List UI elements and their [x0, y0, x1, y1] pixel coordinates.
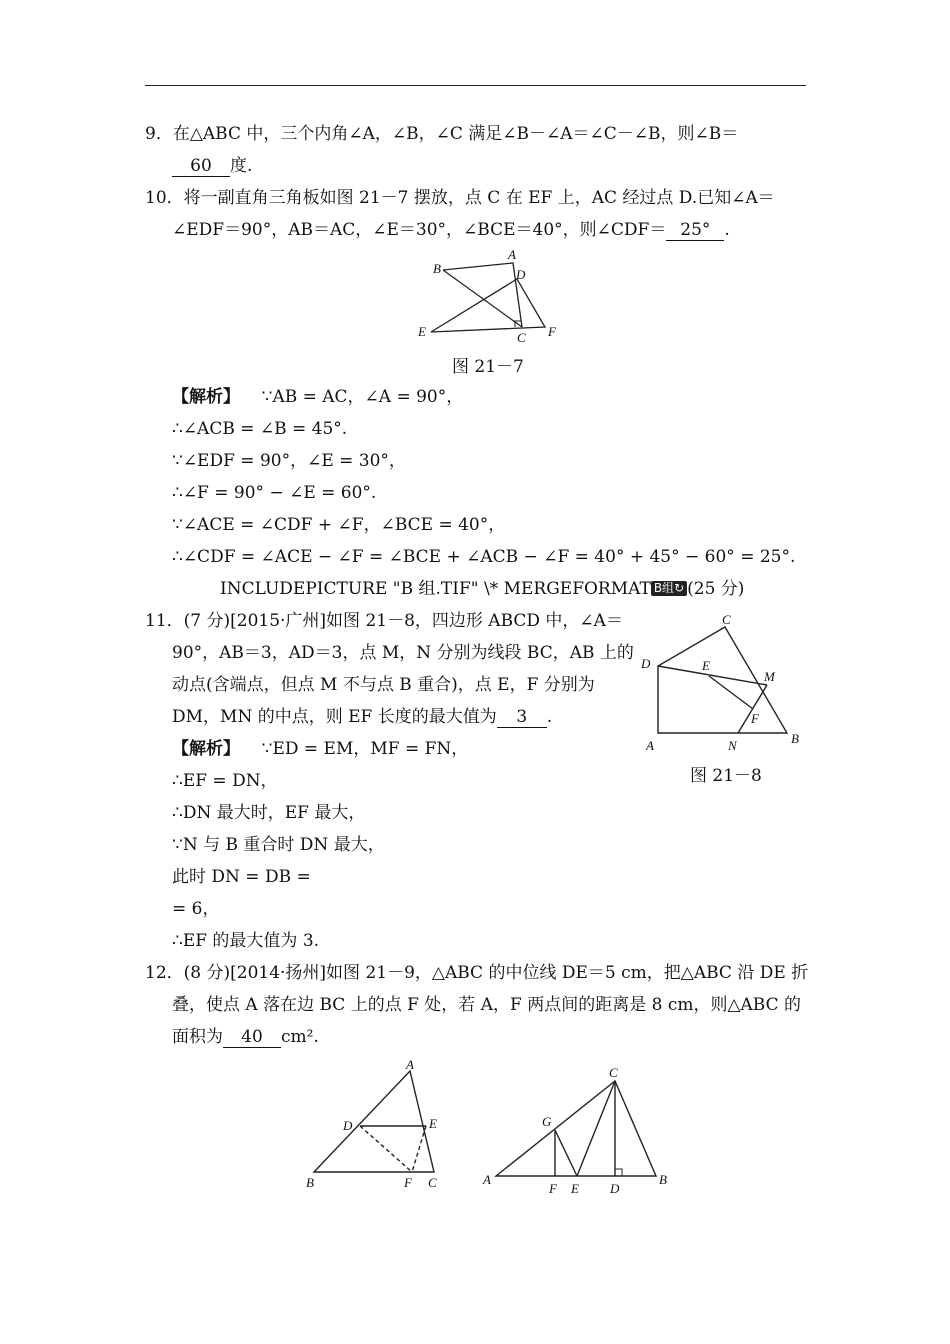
fig8-dm [658, 666, 767, 685]
fig7-bc-line [443, 270, 522, 327]
q10-sol-6: ∴∠CDF = ∠ACE − ∠F = ∠BCE + ∠ACB − ∠F = 40° + 45° − 60° = 25°. [172, 547, 796, 567]
q10-sol-2: ∴∠ACB = ∠B = 45°. [172, 419, 348, 439]
q11-line4-text: DM，MN 的中点，则 EF 长度的最大值为 [172, 707, 497, 727]
fig8-label-f: F [751, 711, 759, 726]
fig9a-ef [412, 1126, 426, 1172]
q10-answer: 25° [666, 220, 724, 241]
include-picture-field: INCLUDEPICTURE "B 组.TIF" \* MERGEFORMAT [220, 579, 651, 599]
figure-21-7 [405, 248, 575, 348]
q9-answer: 60 [172, 156, 230, 177]
q10-sol-1 [172, 385, 463, 409]
fig7-label-c: C [517, 330, 526, 345]
fig7-label-a: A [508, 248, 516, 262]
q11-line4 [172, 705, 552, 729]
q11-line4-end: . [546, 707, 553, 727]
fig9a-label-d: D [343, 1118, 353, 1133]
fig7-label-d: D [516, 267, 526, 282]
fig9b-label-d: D [610, 1181, 620, 1196]
q10-line2 [172, 218, 730, 242]
q11-sol-3: ∴DN 最大时，EF 最大， [172, 803, 366, 823]
fig9b-label-g: G [542, 1114, 552, 1129]
fig8-label-a: A [646, 738, 654, 753]
q11-line1: 11．(7 分)[2015·广州]如图 21－8，四边形 ABCD 中，∠A＝ [145, 611, 623, 631]
fig8-label-m: M [764, 669, 775, 684]
fig9b-ge [555, 1130, 577, 1176]
fig21-7-caption: 图 21－7 [452, 357, 524, 377]
q12-line2: 叠，使点 A 落在边 BC 上的点 F 处，若 A，F 两点间的距离是 8 cm，则△ABC 的 [172, 995, 802, 1015]
fig9a-label-f: F [404, 1175, 412, 1190]
fig8-label-e: E [702, 658, 710, 673]
fig8-label-b: B [791, 731, 799, 746]
q12-answer: 40 [223, 1027, 281, 1048]
fig9a-triangle-abc [314, 1071, 434, 1172]
fig8-label-n: N [728, 738, 737, 753]
section-b-header [220, 577, 744, 601]
fig9a-label-b: B [306, 1175, 314, 1190]
q10-line1: 10．将一副直角三角板如图 21－7 摆放，点 C 在 EF 上，AC 经过点 D.已知∠A＝ [145, 188, 775, 208]
q10-sol-5: ∵∠ACE = ∠CDF + ∠F，∠BCE = 40°， [172, 515, 506, 535]
q11-sol-4: ∵N 与 B 重合时 DN 最大， [172, 835, 385, 855]
q10-analysis-label: 【解析】 [172, 387, 240, 407]
fig9b-label-a: A [483, 1172, 491, 1187]
q11-sol-1 [172, 737, 468, 761]
header-rule [145, 85, 806, 86]
fig9b-label-f: F [549, 1181, 557, 1196]
figure-21-8 [636, 606, 816, 758]
q9-line2 [172, 154, 252, 178]
q12-line3 [172, 1025, 319, 1049]
refresh-icon: ↻ [674, 581, 685, 595]
q11-sol-7: ∴EF 的最大值为 3. [172, 931, 320, 951]
q11-sol-6: = 6， [172, 899, 220, 919]
q12-line1: 12．(8 分)[2014·扬州]如图 21－9，△ABC 的中位线 DE＝5 cm，把△ABC 沿 DE 折 [145, 963, 809, 983]
fig9b-triangle-abc [496, 1081, 656, 1176]
q10-sol-text-1: ∵AB = AC，∠A = 90°， [261, 387, 464, 407]
q11-line2: 90°，AB＝3，AD＝3，点 M，N 分别为线段 BC，AB 上的 [172, 643, 634, 663]
fig21-8-caption: 图 21－8 [690, 766, 762, 786]
fig7-label-e: E [418, 324, 426, 339]
fig9b-label-c: C [609, 1065, 618, 1080]
figure-21-9-right [480, 1060, 680, 1200]
q10-sol-4: ∴∠F = 90° − ∠E = 60°. [172, 483, 377, 503]
fig9b-label-b: B [659, 1172, 667, 1187]
q11-analysis-label: 【解析】 [172, 739, 240, 759]
q11-sol-5: 此时 DN = DB = [172, 867, 311, 887]
q10-sol-3: ∵∠EDF = 90°，∠E = 30°， [172, 451, 406, 471]
q9-tail: 度. [230, 156, 253, 176]
fig9a-label-a: A [406, 1057, 414, 1072]
fig8-label-c: C [722, 612, 731, 627]
b-group-badge [651, 581, 687, 596]
fig9b-right-angle-mark [615, 1169, 622, 1176]
fig7-label-f: F [548, 324, 556, 339]
q11-answer: 3 [497, 707, 547, 728]
fig9b-label-e: E [571, 1181, 579, 1196]
q10-line2-text: ∠EDF＝90°，AB＝AC，∠E＝30°，∠BCE＝40°，则∠CDF＝ [172, 220, 667, 240]
fig7-label-b: B [433, 261, 441, 276]
fig9b-ce [577, 1081, 615, 1176]
q11-line3: 动点(含端点，但点 M 不与点 B 重合)，点 E，F 分别为 [172, 675, 595, 695]
q11-sol-2: ∴EF = DN， [172, 771, 278, 791]
q9-line1: 9．在△ABC 中，三个内角∠A，∠B，∠C 满足∠B－∠A＝∠C－∠B，则∠B＝ [145, 124, 739, 144]
q12-line3-end: cm². [281, 1027, 319, 1047]
b-group-badge-text: B组 [653, 581, 675, 595]
fig9a-label-e: E [429, 1116, 437, 1131]
section-score: (25 分) [687, 579, 745, 599]
fig9a-df [360, 1126, 412, 1172]
q12-line3-text: 面积为 [172, 1027, 223, 1047]
q11-sol-text-1: ∵ED = EM，MF = FN， [261, 739, 469, 759]
figure-21-9-left [300, 1056, 460, 1196]
fig7-triangle-edf [431, 279, 545, 332]
fig9a-label-c: C [428, 1175, 437, 1190]
q10-line2-end: . [724, 220, 730, 240]
fig8-label-d: D [641, 656, 651, 671]
